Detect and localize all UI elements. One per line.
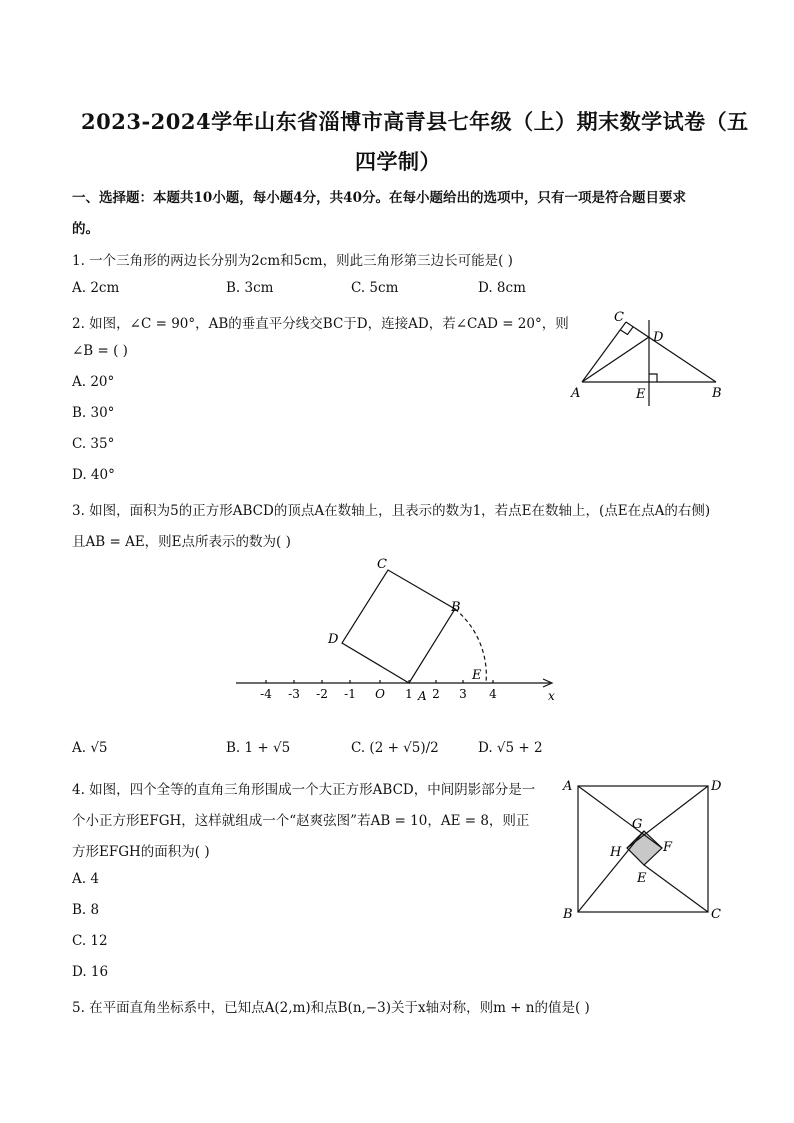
- q4-stem: 4. 如图，四个全等的直角三角形围成一个大正方形ABCD，中间阴影部分是一: [72, 782, 536, 798]
- tick-label: 3: [459, 687, 467, 701]
- tick-label: -3: [288, 687, 300, 701]
- label-b: B: [712, 386, 722, 401]
- label-a: A: [418, 689, 427, 703]
- q1-option-d: D. 8cm: [478, 280, 526, 296]
- segment-ad: [582, 337, 649, 382]
- q4-zhao-shuang-figure: [556, 774, 726, 926]
- label-g: G: [632, 817, 643, 832]
- q4-option-b: B. 8: [72, 902, 100, 918]
- q1-option-b: B. 3cm: [226, 280, 274, 296]
- tick-label: 2: [432, 687, 440, 701]
- label-c: C: [377, 557, 387, 572]
- label-e: E: [636, 387, 646, 402]
- q4-stem-cont2: 方形EFGH的面积为( ): [72, 844, 210, 860]
- label-d: D: [711, 779, 722, 794]
- section-heading-cont: 的。: [72, 221, 99, 237]
- q4-option-d: D. 16: [72, 964, 109, 980]
- q2-option-b: B. 30°: [72, 405, 115, 421]
- q4-option-a: A. 4: [72, 871, 99, 887]
- tick-label: -1: [344, 687, 356, 701]
- section-heading: 一、选择题：本题共10小题，每小题4分，共40分。在每小题给出的选项中，只有一项是符合题目要求: [72, 190, 686, 206]
- segment-b-g: [578, 831, 644, 912]
- q3-option-d: D. √5 + 2: [478, 740, 543, 756]
- q1-option-a: A. 2cm: [72, 280, 120, 296]
- tick-label: -4: [260, 687, 272, 701]
- label-h: H: [610, 845, 622, 860]
- q1-stem: 1. 一个三角形的两边长分别为2cm和5cm，则此三角形第三边长可能是( ): [72, 253, 513, 269]
- q1-option-c: C. 5cm: [351, 280, 399, 296]
- label-b: B: [451, 600, 461, 615]
- label-a: A: [563, 779, 573, 794]
- label-b: B: [563, 907, 573, 922]
- q5-stem: 5. 在平面直角坐标系中，已知点A(2,m)和点B(n,−3)关于x轴对称，则m + n的值是( ): [72, 1000, 590, 1016]
- right-angle-mark-c: [621, 327, 634, 335]
- segment-c-e: [644, 865, 708, 912]
- q3-stem-cont: 且AB = AE，则E点所表示的数为( ): [72, 534, 291, 550]
- tick-label-origin: O: [375, 687, 385, 701]
- q3-stem: 3. 如图，面积为5的正方形ABCD的顶点A在数轴上，且表示的数为1，若点E在数轴上，(点E在点A的右侧): [72, 503, 711, 519]
- q2-stem: 2. 如图，∠C = 90°，AB的垂直平分线交BC于D，连接AD，若∠CAD = 20°，则: [72, 316, 569, 332]
- tick-label: 1: [405, 687, 413, 701]
- right-angle-mark-e: [649, 374, 657, 382]
- arc-be: [455, 609, 486, 683]
- q3-option-b: B. 1 + √5: [226, 740, 291, 756]
- label-c: C: [614, 310, 624, 325]
- q3-option-c: C. (2 + √5)/2: [351, 740, 439, 756]
- square-abcd: [342, 570, 455, 683]
- q2-stem-cont: ∠B = ( ): [72, 343, 128, 359]
- label-a: A: [571, 386, 581, 401]
- label-e: E: [472, 668, 482, 683]
- label-e: E: [637, 871, 647, 886]
- side-ac: [582, 322, 626, 382]
- shaded-square-efgh: [627, 831, 662, 865]
- q3-option-a: A. √5: [72, 740, 108, 756]
- q2-option-a: A. 20°: [72, 374, 115, 390]
- side-cb: [626, 322, 716, 382]
- q2-option-c: C. 35°: [72, 436, 115, 452]
- q2-option-d: D. 40°: [72, 467, 115, 483]
- label-c: C: [711, 907, 721, 922]
- label-x: x: [548, 689, 555, 703]
- label-d: D: [653, 330, 664, 345]
- q3-number-line-figure: [232, 552, 562, 704]
- q4-stem-cont1: 个小正方形EFGH，这样就组成一个“赵爽弦图”若AB = 10，AE = 8，则正: [72, 813, 530, 829]
- exam-title-line2: 四学制）: [355, 149, 441, 174]
- segment-a-f: [578, 786, 662, 848]
- tick-label: -2: [316, 687, 328, 701]
- q2-triangle-figure: [562, 306, 732, 406]
- label-d: D: [328, 632, 339, 647]
- q4-option-c: C. 12: [72, 933, 108, 949]
- exam-title-line1: 2023-2024学年山东省淄博市高青县七年级（上）期末数学试卷（五: [81, 109, 749, 134]
- label-f: F: [663, 840, 673, 855]
- tick-label: 4: [489, 687, 497, 701]
